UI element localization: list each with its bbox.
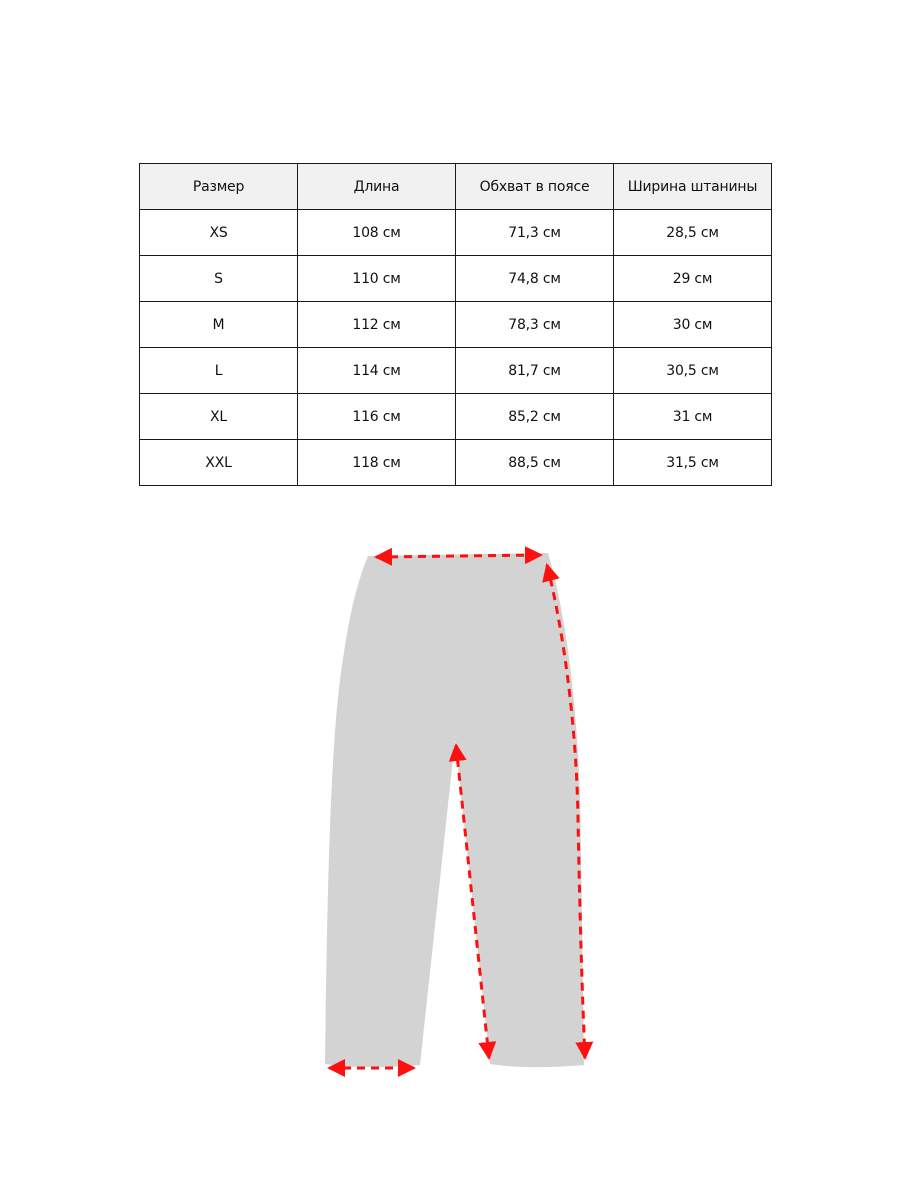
cell-leg-width: 30,5 см [614, 348, 772, 394]
cell-leg-width: 29 см [614, 256, 772, 302]
cell-leg-width: 28,5 см [614, 210, 772, 256]
cell-waist: 81,7 см [456, 348, 614, 394]
header-size: Размер [140, 164, 298, 210]
cell-waist: 88,5 см [456, 440, 614, 486]
cell-waist: 78,3 см [456, 302, 614, 348]
cell-length: 112 см [298, 302, 456, 348]
cell-leg-width: 30 см [614, 302, 772, 348]
cell-size: M [140, 302, 298, 348]
cell-waist: 74,8 см [456, 256, 614, 302]
cell-length: 110 см [298, 256, 456, 302]
header-length: Длина [298, 164, 456, 210]
pants-silhouette [325, 553, 584, 1067]
cell-size: S [140, 256, 298, 302]
cell-length: 114 см [298, 348, 456, 394]
cell-waist: 85,2 см [456, 394, 614, 440]
cell-size: XL [140, 394, 298, 440]
cell-size: L [140, 348, 298, 394]
cell-length: 116 см [298, 394, 456, 440]
cell-leg-width: 31 см [614, 394, 772, 440]
header-leg-width: Ширина штанины [614, 164, 772, 210]
cell-waist: 71,3 см [456, 210, 614, 256]
cell-length: 108 см [298, 210, 456, 256]
cell-size: XS [140, 210, 298, 256]
cell-length: 118 см [298, 440, 456, 486]
cell-leg-width: 31,5 см [614, 440, 772, 486]
header-waist: Обхват в поясе [456, 164, 614, 210]
cell-size: XXL [140, 440, 298, 486]
